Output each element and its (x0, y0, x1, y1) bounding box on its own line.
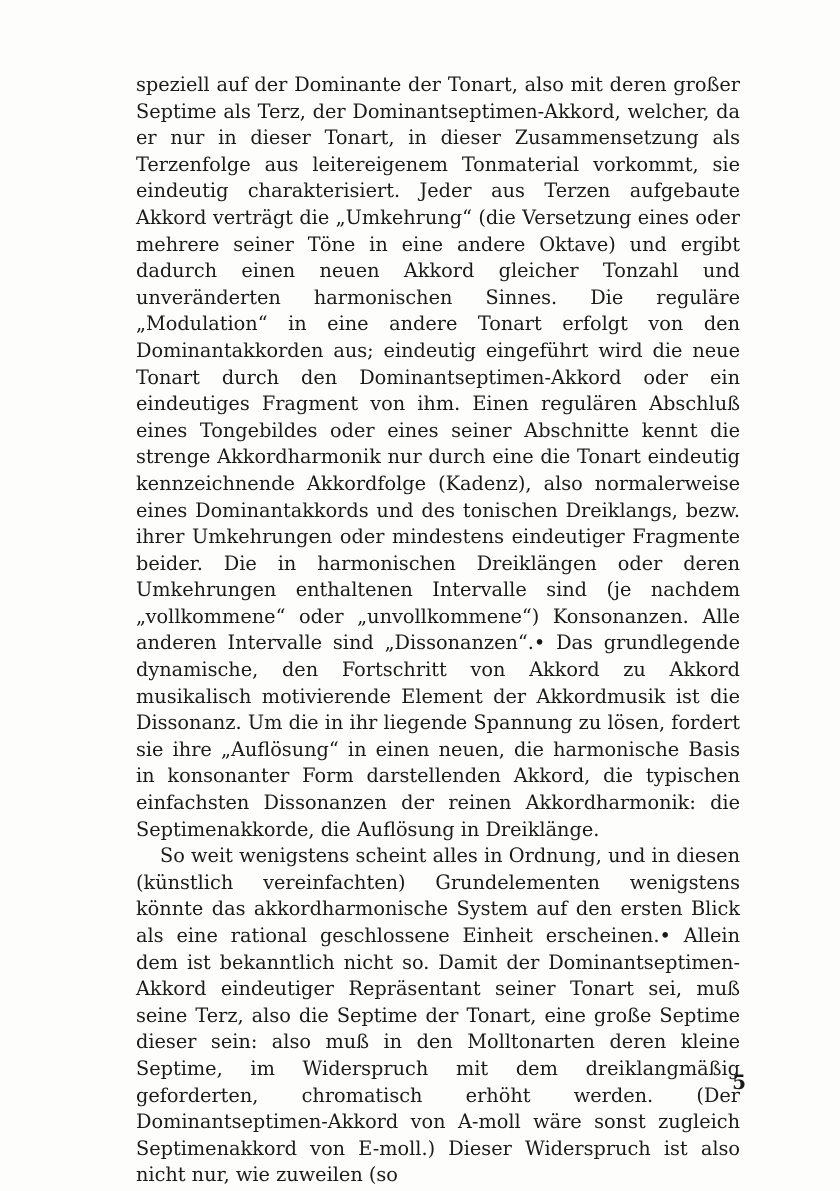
page-number: 5 (732, 1070, 746, 1094)
body-text (136, 72, 740, 1189)
paragraph-2: So weit wenigstens scheint alles in Ordnung, und in diesen (künstlich vereinfachten) Grundelementen wenigstens könnte das akkordharmonische System auf den ersten Blick als eine rational geschlossene Einheit erscheinen.• Allein dem ist bekanntlich nicht so. Damit der Dominantseptimen-Akkord eindeutiger Repräsentant seiner Tonart sei, muß seine Terz, also die Septime der Tonart, eine große Septime dieser sein: also muß in den Molltonarten deren kleine Septime, im Widerspruch mit dem dreiklangmäßig geforderten, chromatisch erhöht werden. (Der Dominantseptimen-Akkord von A-moll wäre sonst zugleich Septimenakkord von E-moll.) Dieser Widerspruch ist also nicht nur, wie zuweilen (so (136, 844, 740, 1187)
paragraph-1: speziell auf der Dominante der Tonart, also mit deren großer Septime als Terz, der Dominantseptimen-Akkord, welcher, da er nur in dieser Tonart, in dieser Zusammensetzung als Terzenfolge aus leitereigenem Tonmaterial vorkommt, sie eindeutig charakterisiert. Jeder aus Terzen aufgebaute Akkord verträgt die „Umkehrung“ (die Versetzung eines oder mehrere seiner Töne in eine andere Oktave) und ergibt dadurch einen neuen Akkord gleicher Tonzahl und unveränderten harmonischen Sinnes. Die reguläre „Modulation“ in eine andere Tonart erfolgt von den Dominantakkorden aus; eindeutig eingeführt wird die neue Tonart durch den Dominantseptimen-Akkord oder ein eindeutiges Fragment von ihm. Einen regulären Abschluß eines Tongebildes oder eines seiner Abschnitte kennt die strenge Akkordharmonik nur durch eine die Tonart eindeutig kennzeichnende Akkordfolge (Kadenz), also normalerweise eines Dominantakkords und des tonischen Dreiklangs, bezw. ihrer Umkehrungen oder mindestens eindeutiger Fragmente beider. Die in harmonischen Dreiklängen oder deren Umkehrungen enthaltenen Intervalle sind (je nachdem „vollkommene“ oder „unvollkommene“) Konsonanzen. Alle anderen Intervalle sind „Dissonanzen“.• Das grundlegende dynamische, den Fortschritt von Akkord zu Akkord musikalisch motivierende Element der Akkordmusik ist die Dissonanz. Um die in ihr liegende Spannung zu lösen, fordert sie ihre „Auflösung“ in einen neuen, die harmonische Basis in konsonanter Form darstellenden Akkord, die typischen einfachsten Dissonanzen der reinen Akkordharmonik: die Septimenakkorde, die Auflösung in Dreiklänge. (136, 73, 740, 841)
